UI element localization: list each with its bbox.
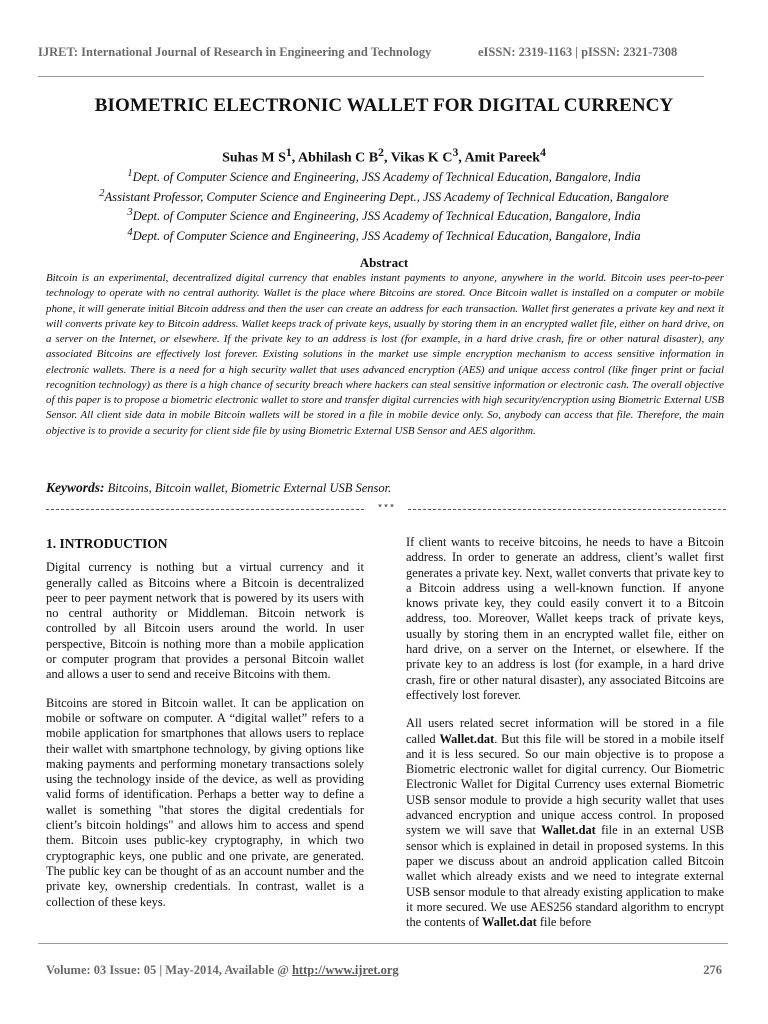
abstract-text: Bitcoin is an experimental, decentralized digital currency that enables instant payments to anyone, anywhere in the world. Bitcoin uses peer-to-peer technology to operate with no central authority. Wallet is the place where Bitcoins are stored. Once Bitcoin wallet is installed on a computer or mobile phone, it will generate initial Bitcoin address and then the user can create an address for each transaction. Wallet first generates a private key and next it will converts private key to Bitcoin address. Wallet keeps track of private keys, usually by storing them in an encrypted wallet file, either on hard drive, on a server on the Internet, or elsewhere. If the private key to an address is lost (for example, in a hard drive crash, fire or other natural disaster), any associated Bitcoins are effectively lost forever. Existing solutions in the market use simple encryption mechanism to access sensitive information in electronic wallets. There is a need for a high security wallet that uses advanced encryption (AES) and unique access control (like finger print or facial recognition technology) as there is a high chance of security breach where hackers can steal sensitive information or electronic cash. The overall objective of this paper is to propose a biometric electronic wallet to store and transfer digital currencies with high security/encryption using Biometric External USB Sensor. All client side data in mobile Bitcoin wallets will be stored in a file in mobile device only. So, anybody can access that file. Therefore, the main objective is to provide a security for client side file by using Biometric External USB Sensor and AES algorithm. [46,272,724,437]
keywords-label: Keywords: [46,480,105,495]
journal-link[interactable]: http://www.ijret.org [291,963,399,977]
header-rule [38,76,704,77]
author-name: Suhas M S [222,150,286,166]
right-column [406,535,724,943]
author-name: Amit Pareek [464,150,541,166]
author-sup: 3 [452,146,459,159]
left-column [46,532,364,923]
filename-bold: Wallet.dat [482,915,537,930]
journal-name: IJRET: International Journal of Research in Engineering and Technology [38,45,432,59]
paragraph: Bitcoins are stored in Bitcoin wallet. It can be application on mobile or software on computer. A “digital wallet” refers to a mobile application for smartphones that allows users to replace their wallet with smartphone technology, by giving options like making payments and performing monetary transactions solely using the technology inside of the device, as well as providing valid forms of identification. Perhaps a better way to define a wallet is something "that stores the digital credentials for client’s bitcoin holdings" and allows him to access and spend them. Bitcoin uses public-key cryptography, in which two cryptographic keys, one public and one private, are generated. The public key can be thought of as an account number and the private key, ownership credentials. In contrast, wallet is a collection of these keys. [46,695,364,909]
filename-bold: Wallet.dat [541,823,596,838]
page-footer [46,963,722,978]
affiliation-line: $^1$Dept. of Computer Science and Engineering, JSS Academy of Technical Education, Bangalore, India [127,168,641,185]
separator-stars: *** [376,504,395,515]
keywords-line [46,480,726,496]
keywords-text: Bitcoins, Bitcoin wallet, Biometric External USB Sensor. [107,481,392,495]
author-sup: 4 [540,146,546,159]
journal-header [38,45,728,60]
affiliation-line: $^4$Dept. of Computer Science and Engineering, JSS Academy of Technical Education, Bangalore, India [127,226,641,243]
paragraph: If client wants to receive bitcoins, he needs to have a Bitcoin address. In order to generate an address, client’s wallet first generates a private key. Next, wallet converts that private key to a Bitcoin address using a well-known function. If anyone knows private key, they could easily convert it to a Bitcoin address, too. Moreover, Wallet keeps track of private keys, usually by storing them in an encrypted wallet file, either on hard drive, on a server on the Internet, or elsewhere. If the private key to an address is lost (for example, in a hard drive crash, fire or other natural disaster), any associated Bitcoins are effectively lost forever. [406,535,724,702]
affiliations [0,166,768,244]
section-separator [46,504,726,516]
section-heading: 1. INTRODUCTION [46,536,168,551]
page-number: 276 [703,963,722,977]
paragraph: All users related secret information will be stored in a file called Wallet.dat. But this file will be stored in a mobile itself and it is less secured. So our main objective is to propose a Biometric electronic wallet for digital currency. Our Biometric Electronic Wallet for Digital Currency uses external Biometric USB sensor module to provide a high security wallet that uses advanced encryption and unique access control. In proposed system we will save that Wallet.dat file in an external USB sensor which is explained in detail in proposed systems. In this paper we discuss about an android application called Bitcoin wallet which already exists and we need to integrate external USB sensor module to that already existing application to make it more secured. We use AES256 standard algorithm to encrypt the contents of Wallet.dat file before [406,716,724,930]
author-sup: 1 [285,146,292,159]
author-list: Suhas M $S^1$, Abhilash C $B^2$, Vikas K $C^3$, Amit Pareek$^4$ [222,146,546,166]
volume-info: Volume: 03 Issue: 05 | May-2014, Available @ [46,963,292,977]
author-sup: 2 [378,146,384,159]
issn-info: eISSN: 2319-1163 | pISSN: 2321-7308 [478,45,678,59]
paper-title: BIOMETRIC ELECTRONIC WALLET FOR DIGITAL CURRENCY [94,95,674,116]
abstract-heading: Abstract [359,255,409,270]
author-name: Abhilash C B [297,150,379,166]
filename-bold: Wallet.dat [439,731,495,746]
affiliation-line: $^3$Dept. of Computer Science and Engineering, JSS Academy of Technical Education, Bangalore, India [127,207,641,224]
affiliation-line: $^2$Assistant Professor, Computer Science and Engineering Dept., JSS Academy of Technical Education, Bangalore [99,187,669,204]
author-name: Vikas K C [390,150,453,166]
footer-rule [38,943,728,944]
paragraph: Digital currency is nothing but a virtual currency and it generally called as Bitcoins where a Bitcoin is decentralized peer to peer payment network that is powered by its users with no central authority or Middleman. Bitcoin network is controlled by all Bitcoin users around the world. In user perspective, Bitcoin is nothing more than a mobile application or computer program that provides a personal Bitcoin wallet and allows a user to send and receive Bitcoins with them. [46,560,364,682]
